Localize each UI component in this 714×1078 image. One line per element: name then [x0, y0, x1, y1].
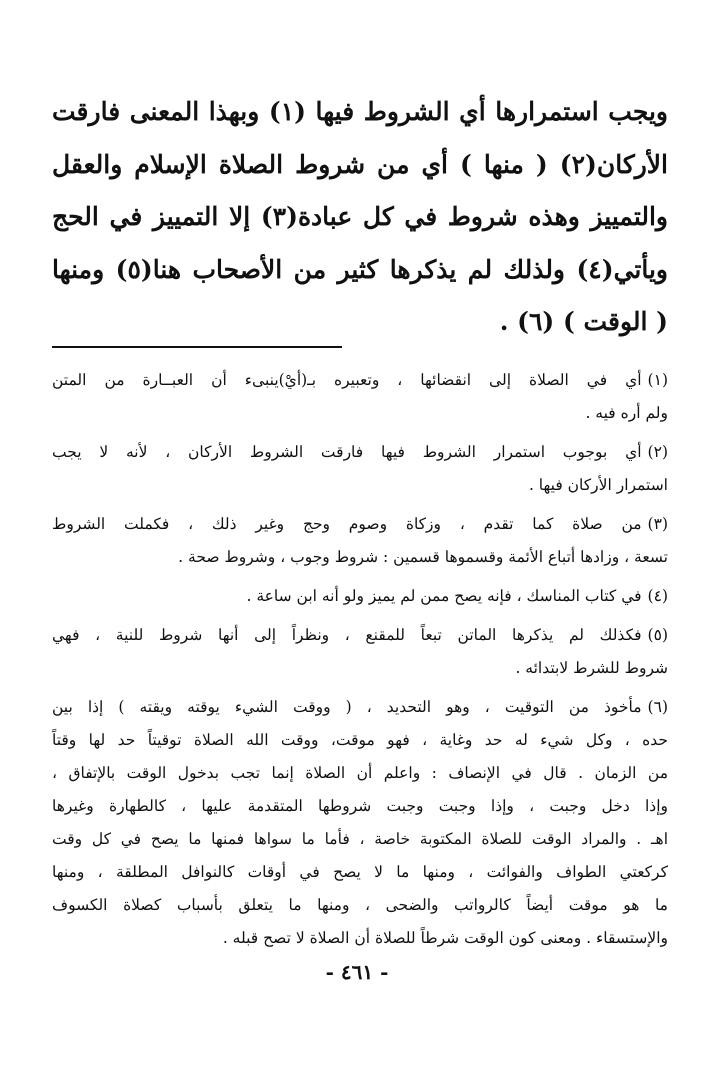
main-line: الأركان(٢) ( منها ) أي من شروط الصلاة الإسلام والعقل: [52, 149, 668, 179]
footnote-line: حده ، وكل شيء له حد وغاية ، فهو موقت، ووقت الله الصلاة توقيتاً حد لها وقتاً: [52, 731, 668, 749]
footnote-number: (٦): [647, 698, 668, 716]
footnote-text: أي بوجوب استمرار الشروط فيها فارقت الشروط الأركان ، لأنه لا يجب: [52, 443, 642, 461]
footnote-line: ما هو موقت أيضاً كالرواتب والضحى ، ومنها ما يتعلق بأسباب كصلاة الكسوف: [52, 896, 668, 914]
footnote-line: ولم أره فيه .: [585, 404, 668, 422]
main-paragraph: [52, 86, 668, 349]
main-line: ( الوقت ) (٦) .: [499, 307, 668, 336]
footnote-line: [52, 436, 668, 469]
footnote-text: أي في الصلاة إلى انقضائها ، وتعبيره بـ(أيْ)ينبىء أن العبــارة من المتن: [52, 371, 642, 389]
footnote-number: (٥): [647, 626, 668, 644]
footnote-4: [52, 580, 668, 613]
footnote-6: [52, 691, 668, 955]
footnote-line: اهـ . والمراد الوقت للصلاة المكتوبة خاصة ، فأما ما سواها فمنها ما يصح في كل وقت: [52, 830, 668, 848]
footnote-line: استمرار الأركان فيها .: [528, 476, 668, 494]
main-line: ويأتي(٤) ولذلك لم يذكرها كثير من الأصحاب هنا(٥) ومنها: [52, 254, 669, 284]
main-text: [52, 86, 668, 349]
footnote-text: من صلاة كما تقدم ، وزكاة وصوم وحج وغير ذلك ، فكملت الشروط: [52, 515, 642, 533]
footnote-line: شروط للشرط لابتدائه .: [515, 659, 668, 677]
footnote-text: فكذلك لم يذكرها الماتن تبعاً للمقنع ، ونظراً إلى أنها شروط للنية ، فهي: [52, 626, 642, 644]
footnote-line: من الزمان . قال في الإنصاف : واعلم أن الصلاة إنما تجب بدخول الوقت بالإتفاق ،: [52, 764, 668, 782]
footnote-line: [52, 580, 668, 613]
footnote-text: في كتاب المناسك ، فإنه يصح ممن لم يميز ولو أنه ابن ساعة .: [246, 587, 642, 605]
footnote-line: وإذا دخل وجبت ، وإذا وجبت وجبت شروطها المتقدمة عليها ، كالطهارة وغيرها: [52, 797, 668, 815]
footnote-separator: [52, 346, 342, 348]
main-line: والتمييز وهذه شروط في كل عبادة(٣) إلا التمييز في الحج: [52, 202, 668, 231]
footnote-2: [52, 436, 668, 502]
footnote-line: كركعتي الطواف والفوائت ، ومنها ما لا يصح في أوقات كالنوافل المطلقة ، ومنها: [52, 863, 668, 881]
footnote-line: [52, 691, 668, 724]
footnote-line: [52, 619, 668, 652]
footnote-number: (١): [647, 371, 668, 389]
footnote-3: [52, 508, 668, 574]
footnote-text: مأخوذ من التوقيت ، وهو التحديد ، ( ووقت الشيء يوقته ويقته ) إذا بين: [52, 698, 642, 716]
footnote-5: [52, 619, 668, 685]
footnote-number: (٤): [647, 587, 668, 605]
footnote-1: [52, 364, 668, 430]
footnote-number: (٢): [647, 443, 668, 461]
footnote-number: (٣): [647, 515, 668, 533]
footnote-line: [52, 364, 668, 397]
footnote-line: [52, 508, 668, 541]
footnote-line: والإستسقاء . ومعنى كون الوقت شرطاً للصلاة أن الصلاة لا تصح قبله .: [222, 929, 668, 947]
footnotes: [52, 364, 668, 961]
main-line: ويجب استمرارها أي الشروط فيها (١) وبهذا المعنى فارقت: [52, 97, 668, 126]
footnote-line: تسعة ، وزادها أتباع الأئمة وقسموها قسمين : شروط وجوب ، وشروط صحة .: [178, 548, 668, 566]
page-number: - ٤٦١ -: [325, 960, 389, 984]
